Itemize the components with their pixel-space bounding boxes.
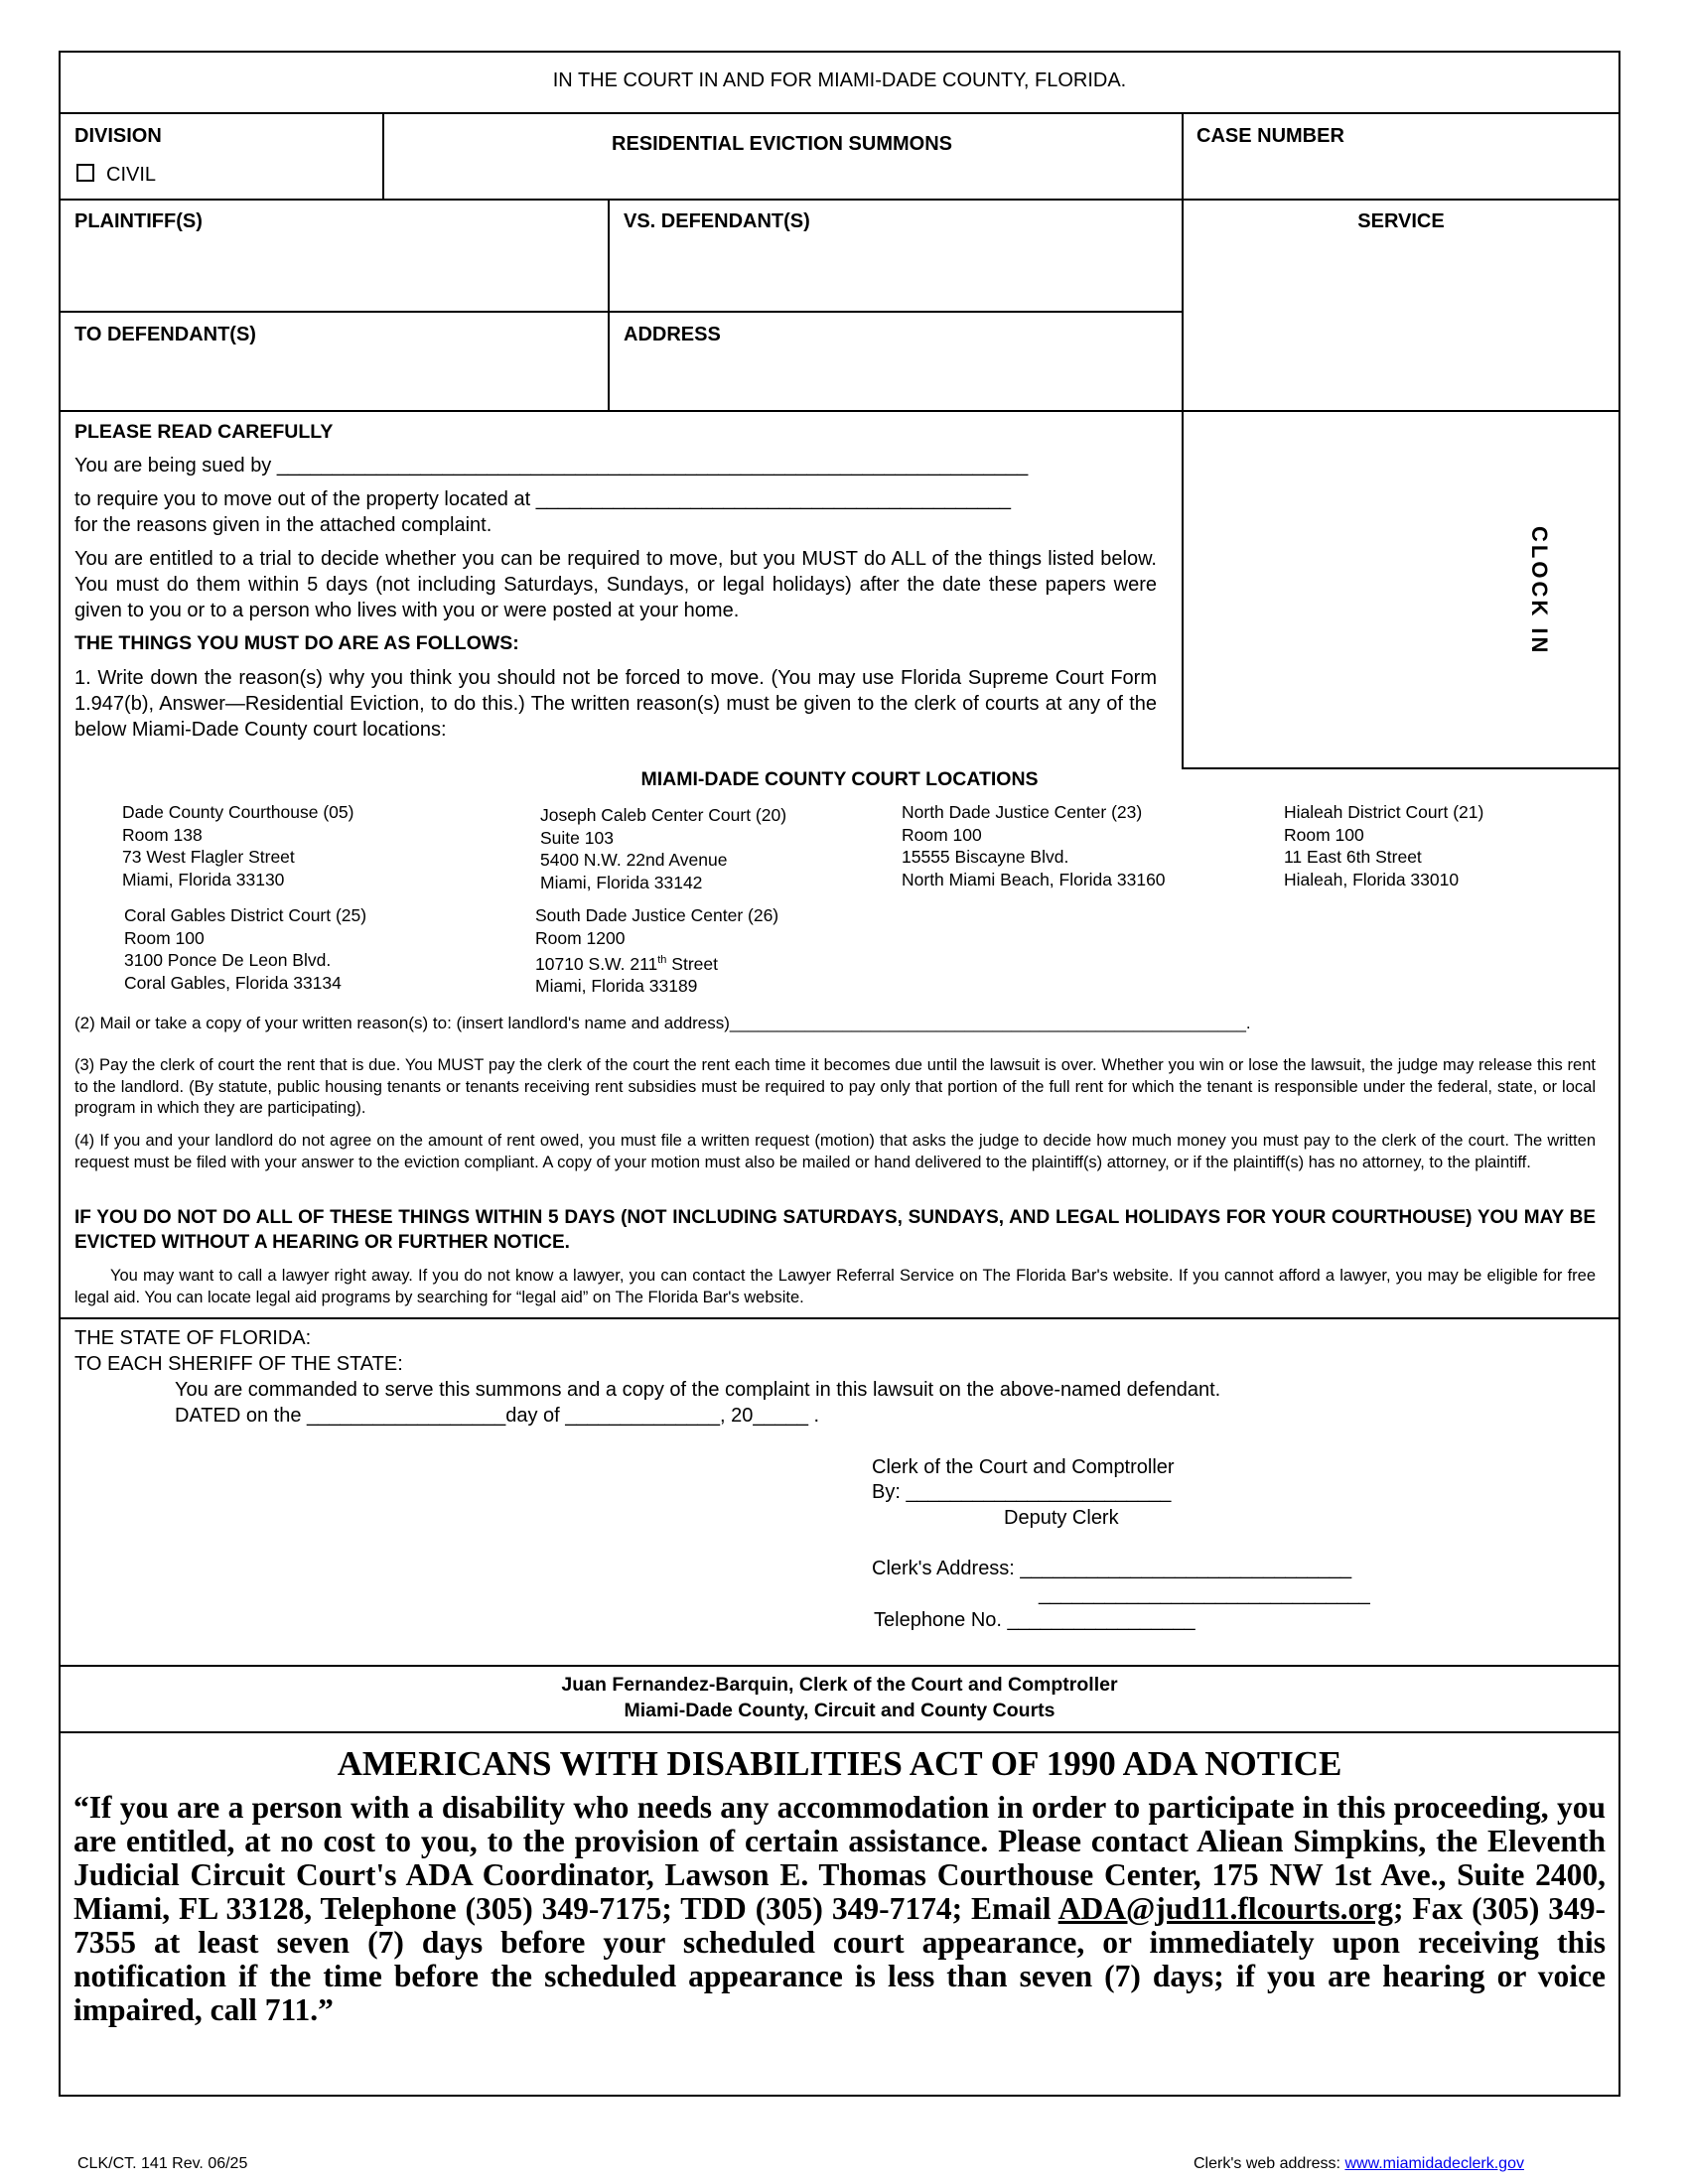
dated-line: DATED on the __________________day of ______________, 20_____ . [175,1405,820,1427]
plaintiff-label: PLAINTIFF(S) [74,210,203,232]
form-title: RESIDENTIAL EVICTION SUMMONS [612,133,952,155]
sheriff-line: TO EACH SHERIFF OF THE STATE: [74,1353,403,1375]
location-south-dade: South Dade Justice Center (26) Room 1200 10710 S.W. 211th Street Miami, Florida 33189 [535,905,779,997]
divider [59,410,1620,412]
divider [608,199,610,410]
location-north-dade: North Dade Justice Center (23) Room 100 15555 Biscayne Blvd. North Miami Beach, Florida 33160 [902,802,1166,889]
address-field[interactable] [616,349,1172,405]
step3-paragraph: (3) Pay the clerk of court the rent that is due. You MUST pay the clerk of the court the rent each time it becomes due until the lawsuit is over. Whether you win or lose the lawsuit, the judge may release this rent to the landlord. (By statute, public housing tenants or tenants receiving rent subsidies must be required to pay only that portion of the full rent for which the tenant is responsible under the federal, state, or local program in which they are participating). [74,1056,1596,1117]
service-label: SERVICE [1357,210,1445,232]
command-line: You are commanded to serve this summons and a copy of the complaint in this lawsuit on the above-named defendant. [175,1379,1221,1401]
form-id: CLK/CT. 141 Rev. 06/25 [77,2155,248,2172]
reasons-line: for the reasons given in the attached complaint. [74,514,492,536]
plaintiff-field[interactable] [70,236,596,306]
civil-checkbox[interactable] [76,164,94,182]
court-heading: IN THE COURT IN AND FOR MIAMI-DADE COUNTY, FLORIDA. [552,69,1127,91]
ada-title: AMERICANS WITH DISABILITIES ACT OF 1990 ADA NOTICE [337,1744,1342,1783]
divider [59,199,1620,201]
to-defendant-field[interactable] [70,349,596,405]
location-dade: Dade County Courthouse (05) Room 138 73 West Flagler Street Miami, Florida 33130 [122,802,354,889]
web-address-link[interactable]: www.miamidadeclerk.gov [1344,2155,1524,2172]
clerk-address-line: Clerk's Address: ______________________________ [872,1558,1352,1579]
clock-in-label: CLOCK IN [1527,526,1552,656]
defendant-label: VS. DEFENDANT(S) [624,210,810,232]
deputy-clerk-label: Deputy Clerk [1004,1507,1119,1529]
clerk-courts-line: Miami-Dade County, Circuit and County Courts [624,1700,1055,1721]
ada-email-link[interactable]: ADA@jud11.flcourts.org [1057,1891,1393,1926]
clerk-address-line-2: ______________________________ [1039,1583,1370,1605]
by-line: By: ________________________ [872,1481,1172,1503]
locations-heading: MIAMI-DADE COUNTY COURT LOCATIONS [640,768,1039,790]
web-address-label: Clerk's web address: [1194,2155,1345,2172]
sued-by-line: You are being sued by ____________________________________________________________________ [74,455,1029,477]
things-heading: THE THINGS YOU MUST DO ARE AS FOLLOWS: [74,632,519,654]
divider [59,1317,1620,1319]
divider [1182,112,1184,199]
service-field[interactable] [1192,238,1609,402]
case-number-label: CASE NUMBER [1196,125,1344,147]
move-out-line: to require you to move out of the property located at ___________________________________________ [74,488,1012,510]
location-caleb: Joseph Caleb Center Court (20) Suite 103 5400 N.W. 22nd Avenue Miami, Florida 33142 [540,805,787,892]
case-number-field[interactable] [1192,149,1609,193]
divider [59,1665,1620,1667]
divider [59,112,1620,114]
step4-paragraph: (4) If you and your landlord do not agree on the amount of rent owed, you must file a written request (motion) that asks the judge to decide how much money you must pay to the clerk of the court. The written request must be filed with your answer to the eviction compliant. A copy of your motion must also be mailed or hand delivered to the plaintiff(s) attorney, or if the plaintiff(s) has no attorney, to the plaintiff. [74,1132,1596,1171]
location-coral-gables: Coral Gables District Court (25) Room 100 3100 Ponce De Leon Blvd. Coral Gables, Florida 33134 [124,905,367,993]
state-line: THE STATE OF FLORIDA: [74,1327,312,1349]
to-defendant-label: TO DEFENDANT(S) [74,324,256,345]
divider [59,1731,1620,1733]
location-hialeah: Hialeah District Court (21) Room 100 11 East 6th Street Hialeah, Florida 33010 [1284,802,1484,889]
notice-heading: PLEASE READ CAREFULLY [74,421,334,443]
clerk-name-line: Juan Fernandez-Barquin, Clerk of the Court and Comptroller [561,1674,1118,1696]
clerk-title: Clerk of the Court and Comptroller [872,1456,1175,1478]
step2-line: (2) Mail or take a copy of your written reason(s) to: (insert landlord's name and address)_______________________________________________________. [74,1014,1251,1032]
divider [1182,199,1184,767]
divider [59,311,1182,313]
division-label: DIVISION [74,125,162,147]
web-address [1194,2153,1524,2175]
civil-label: CIVIL [106,164,157,186]
ada-body: “If you are a person with a disability who needs any accommodation in order to participate in this proceeding, you are entitled, at no cost to you, to the provision of certain assistance. Please contact Aliean Simpkins, the Eleventh Judicial Circuit Court's ADA Coordinator, Lawson E. Thomas Courthouse Center, 175 NW 1st Ave., Suite 2400, Miami, FL 33128, Telephone (305) 349-7175; TDD (305) 349-7174; Email ADA@jud11.flcourts.org; Fax (305) 349-7355 at least seven (7) days before your scheduled court appearance, or immediately upon receiving this notification if the time before the scheduled appearance is less than seven (7) days; if you are hearing or voice impaired, call 711.” [73,1790,1606,2027]
step1-paragraph: 1. Write down the reason(s) why you think you should not be forced to move. (You may use Florida Supreme Court Form 1.947(b), Answer—Residential Eviction, to do this.) The written reason(s) must be given to the clerk of courts at any of the below Miami-Dade County court locations: [74,667,1157,741]
warning-paragraph: IF YOU DO NOT DO ALL OF THESE THINGS WITHIN 5 DAYS (NOT INCLUDING SATURDAYS, SUNDAYS, AND LEGAL HOLIDAYS FOR YOUR COURTHOUSE) YOU MAY BE EVICTED WITHOUT A HEARING OR FURTHER NOTICE. [74,1207,1596,1253]
divider [382,112,384,199]
entitled-paragraph: You are entitled to a trial to decide whether you can be required to move, but you MUST do ALL of the things listed below. You must do them within 5 days (not including Saturdays, Sundays, or legal holidays) after the date these papers were given to you or to a person who lives with you or were posted at your home. [74,548,1157,621]
division-civil-option[interactable] [76,164,156,186]
defendant-field[interactable] [616,236,1172,306]
address-label: ADDRESS [624,324,721,345]
telephone-line: Telephone No. _________________ [874,1609,1196,1631]
lawyer-paragraph: You may want to call a lawyer right away. If you do not know a lawyer, you can contact the Lawyer Referral Service on The Florida Bar's website. If you cannot afford a lawyer, you may be eligible for free legal aid. You can locate legal aid programs by searching for “legal aid” on The Florida Bar's website. [74,1267,1596,1306]
